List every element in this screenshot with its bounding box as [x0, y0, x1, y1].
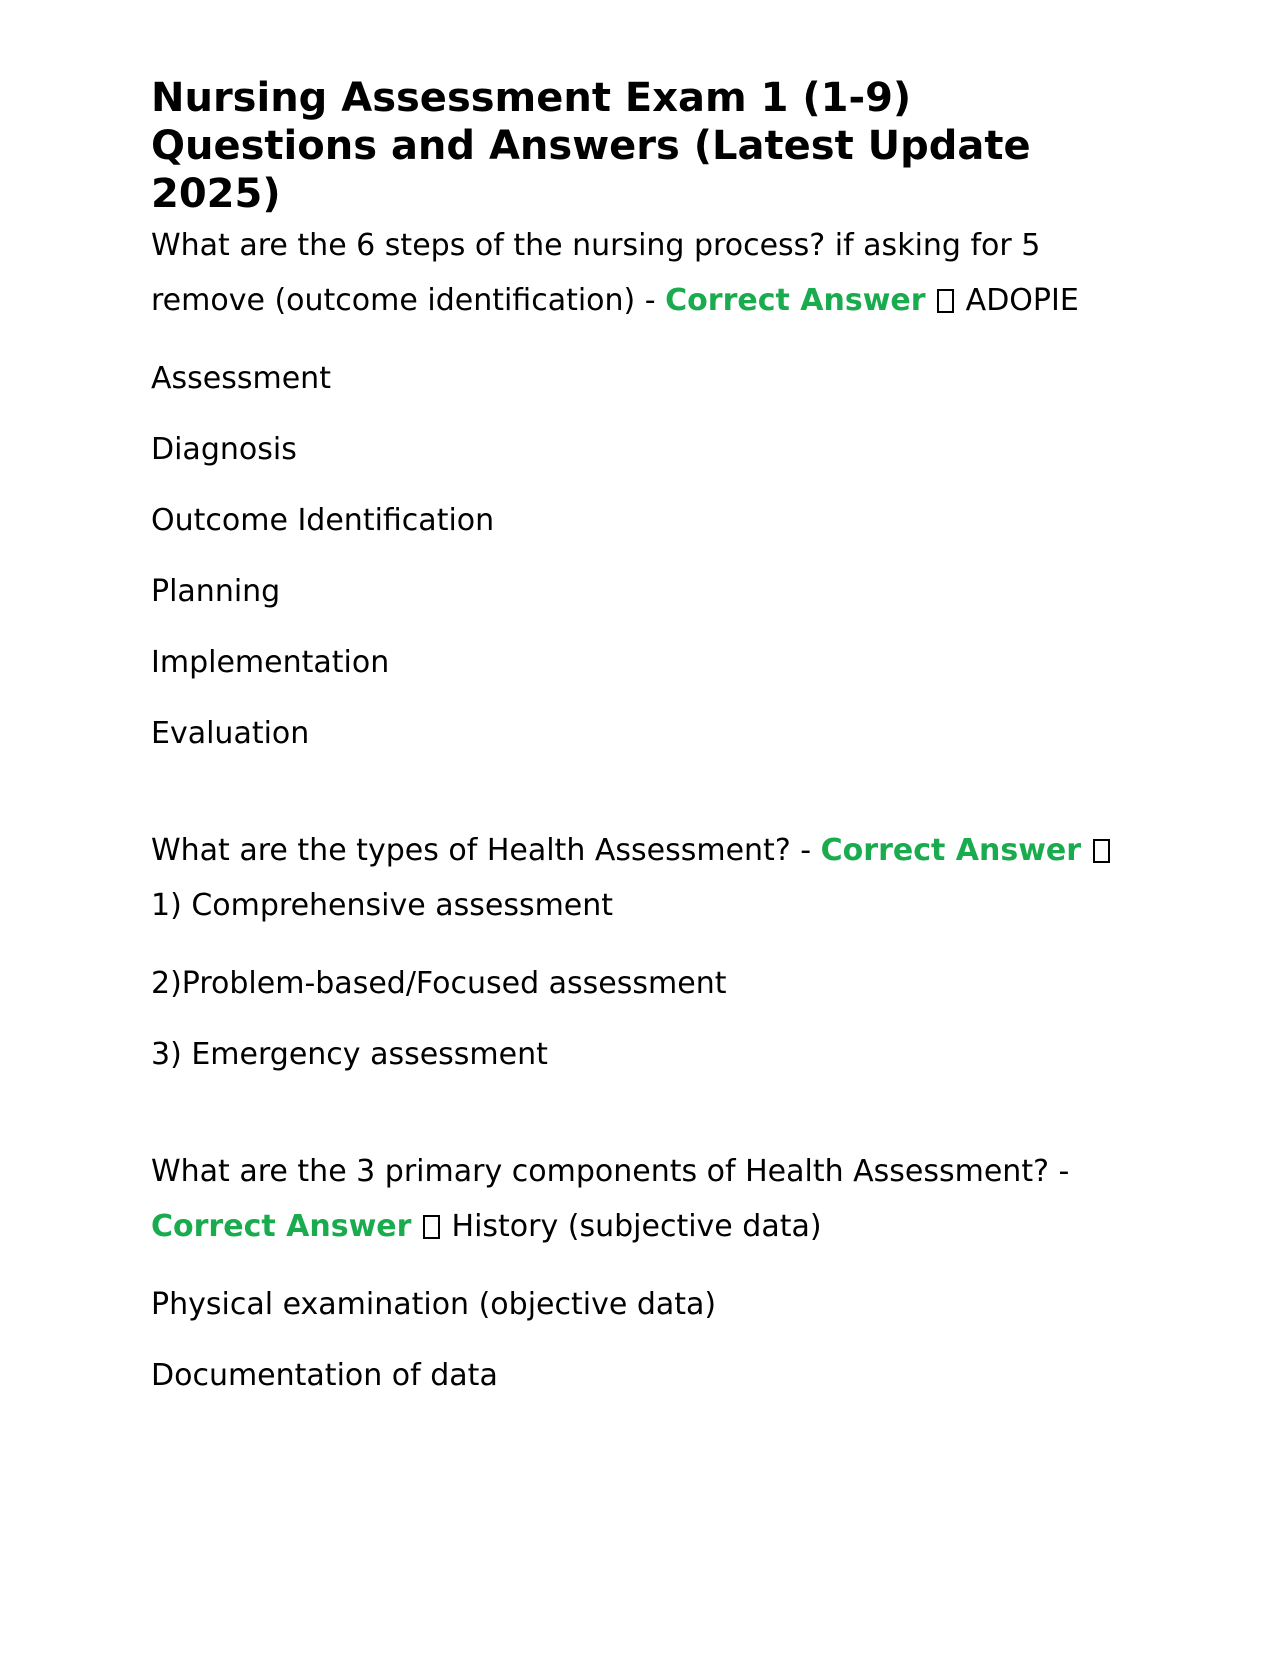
answer-line: 2)Problem-based/Focused assessment — [151, 966, 727, 1001]
answer-line: Evaluation — [151, 716, 310, 751]
missing-glyph-box-icon — [937, 289, 954, 313]
answer-line: Planning — [151, 574, 281, 609]
document-title: Nursing Assessment Exam 1 (1-9) Questions and Answers (Latest Update 2025) — [151, 75, 1031, 217]
section-gap — [151, 1075, 1141, 1144]
qa-block-2 — [151, 823, 1141, 1075]
section-gap — [151, 754, 1141, 823]
answer-line: Assessment — [151, 361, 331, 396]
answer-text: History (subjective data) — [451, 1209, 822, 1244]
answer-line: Physical examination (objective data) — [151, 1287, 717, 1322]
correct-answer-label: Correct Answer — [151, 1209, 412, 1244]
answer-line: Diagnosis — [151, 432, 297, 467]
answer-line: 3) Emergency assessment — [151, 1037, 548, 1072]
correct-answer-label: Correct Answer — [820, 833, 1082, 868]
missing-glyph-box-icon — [1093, 839, 1110, 863]
question-prompt: What are the types of Health Assessment? - — [151, 833, 821, 868]
answer-line: Implementation — [151, 645, 390, 680]
answer-text: ADOPIE — [965, 283, 1079, 318]
question-prompt: What are the 6 steps of the nursing process? if asking for 5 remove (outcome identification) - — [151, 228, 1041, 318]
question-text — [151, 823, 1141, 933]
question-prompt: What are the 3 primary components of Health Assessment? - — [151, 1154, 1070, 1189]
answer-line: Documentation of data — [151, 1358, 498, 1393]
answer-text: 1) Comprehensive assessment — [151, 888, 614, 923]
missing-glyph-box-icon — [423, 1215, 440, 1239]
answer-line: Outcome Identification — [151, 503, 495, 538]
question-text — [151, 1144, 1141, 1254]
correct-answer-label: Correct Answer — [665, 283, 926, 318]
document-page — [151, 74, 1141, 1396]
question-text — [151, 218, 1141, 328]
qa-block-3 — [151, 1144, 1141, 1396]
qa-block-1 — [151, 218, 1141, 754]
